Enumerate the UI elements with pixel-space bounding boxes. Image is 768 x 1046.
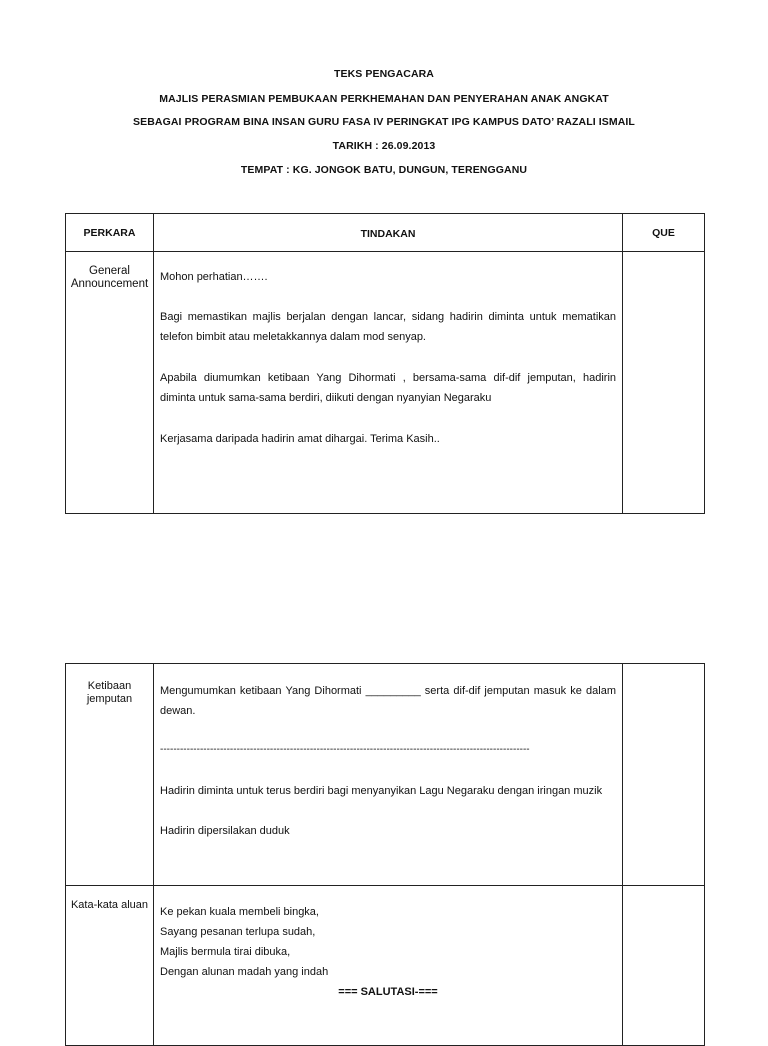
- announcement-attention: Mohon perhatian…….: [160, 271, 268, 283]
- row-item-ketibaan-jemputan: Ketibaan jemputan: [66, 664, 154, 886]
- pantun-line-4: Dengan alunan madah yang indah: [160, 966, 329, 978]
- pantun-verse: [160, 902, 616, 1002]
- table-row: [66, 886, 705, 1046]
- announcement-thanks: Kerjasama daripada hadirin amat dihargai. Terima Kasih..: [160, 433, 440, 445]
- row-que-cell: [623, 664, 705, 886]
- event-venue: TEMPAT : KG. JONGOK BATU, DUNGUN, TERENGGANU: [240, 164, 528, 176]
- pantun-line-2: Sayang pesanan terlupa sudah,: [160, 926, 316, 938]
- anthem-instruction: Hadirin diminta untuk terus berdiri bagi menyanyikan Lagu Negaraku dengan iringan muzik: [160, 785, 603, 797]
- row-que-cell: [623, 886, 705, 1046]
- pantun-line-3: Majlis bermula tirai dibuka,: [160, 946, 291, 958]
- column-header-que: QUE: [623, 214, 705, 252]
- seating-instruction: Hadirin dipersilakan duduk: [160, 825, 290, 837]
- row-item-kata-kata-aluan: Kata-kata aluan: [66, 886, 154, 1046]
- table-header-row: [66, 214, 705, 252]
- column-header-tindakan: TINDAKAN: [154, 214, 623, 252]
- announcement-phones: Bagi memastikan majlis berjalan dengan lancar, sidang hadirin diminta untuk mematikan telefon bimbit atau meletakkannya dalam mod senyap.: [160, 311, 616, 343]
- row-action-cell: [154, 252, 623, 514]
- event-date: TARIKH : 26.09.2013: [332, 140, 436, 152]
- arrival-announcement: Mengumumkan ketibaan Yang Dihormati _________ serta dif-dif jemputan masuk ke dalam dewan.: [160, 685, 616, 717]
- row-item-general-announcement: General Announcement: [66, 252, 154, 514]
- row-action-cell: [154, 664, 623, 886]
- pantun-line-1: Ke pekan kuala membeli bingka,: [160, 906, 319, 918]
- section-divider: ---------------------------------------------------------------------------------------------------------------: [160, 744, 530, 755]
- row-action-cell: [154, 886, 623, 1046]
- event-title: MAJLIS PERASMIAN PEMBUKAAN PERKHEMAHAN DAN PENYERAHAN ANAK ANGKAT: [159, 93, 609, 105]
- script-table-2: [65, 663, 705, 1046]
- program-subtitle: SEBAGAI PROGRAM BINA INSAN GURU FASA IV PERINGKAT IPG KAMPUS DATO’ RAZALI ISMAIL: [133, 116, 635, 128]
- column-header-perkara: PERKARA: [66, 214, 154, 252]
- table-row: [66, 252, 705, 514]
- document-title: TEKS PENGACARA: [334, 68, 434, 80]
- salutation-marker: === SALUTASI-===: [338, 986, 438, 998]
- script-table-1: [65, 213, 705, 514]
- table-row: [66, 664, 705, 886]
- announcement-arrival: Apabila diumumkan ketibaan Yang Dihormati , bersama-sama dif-dif jemputan, hadirin diminta untuk sama-sama berdiri, diikuti dengan nyanyian Negaraku: [160, 372, 616, 404]
- row-que-cell: [623, 252, 705, 514]
